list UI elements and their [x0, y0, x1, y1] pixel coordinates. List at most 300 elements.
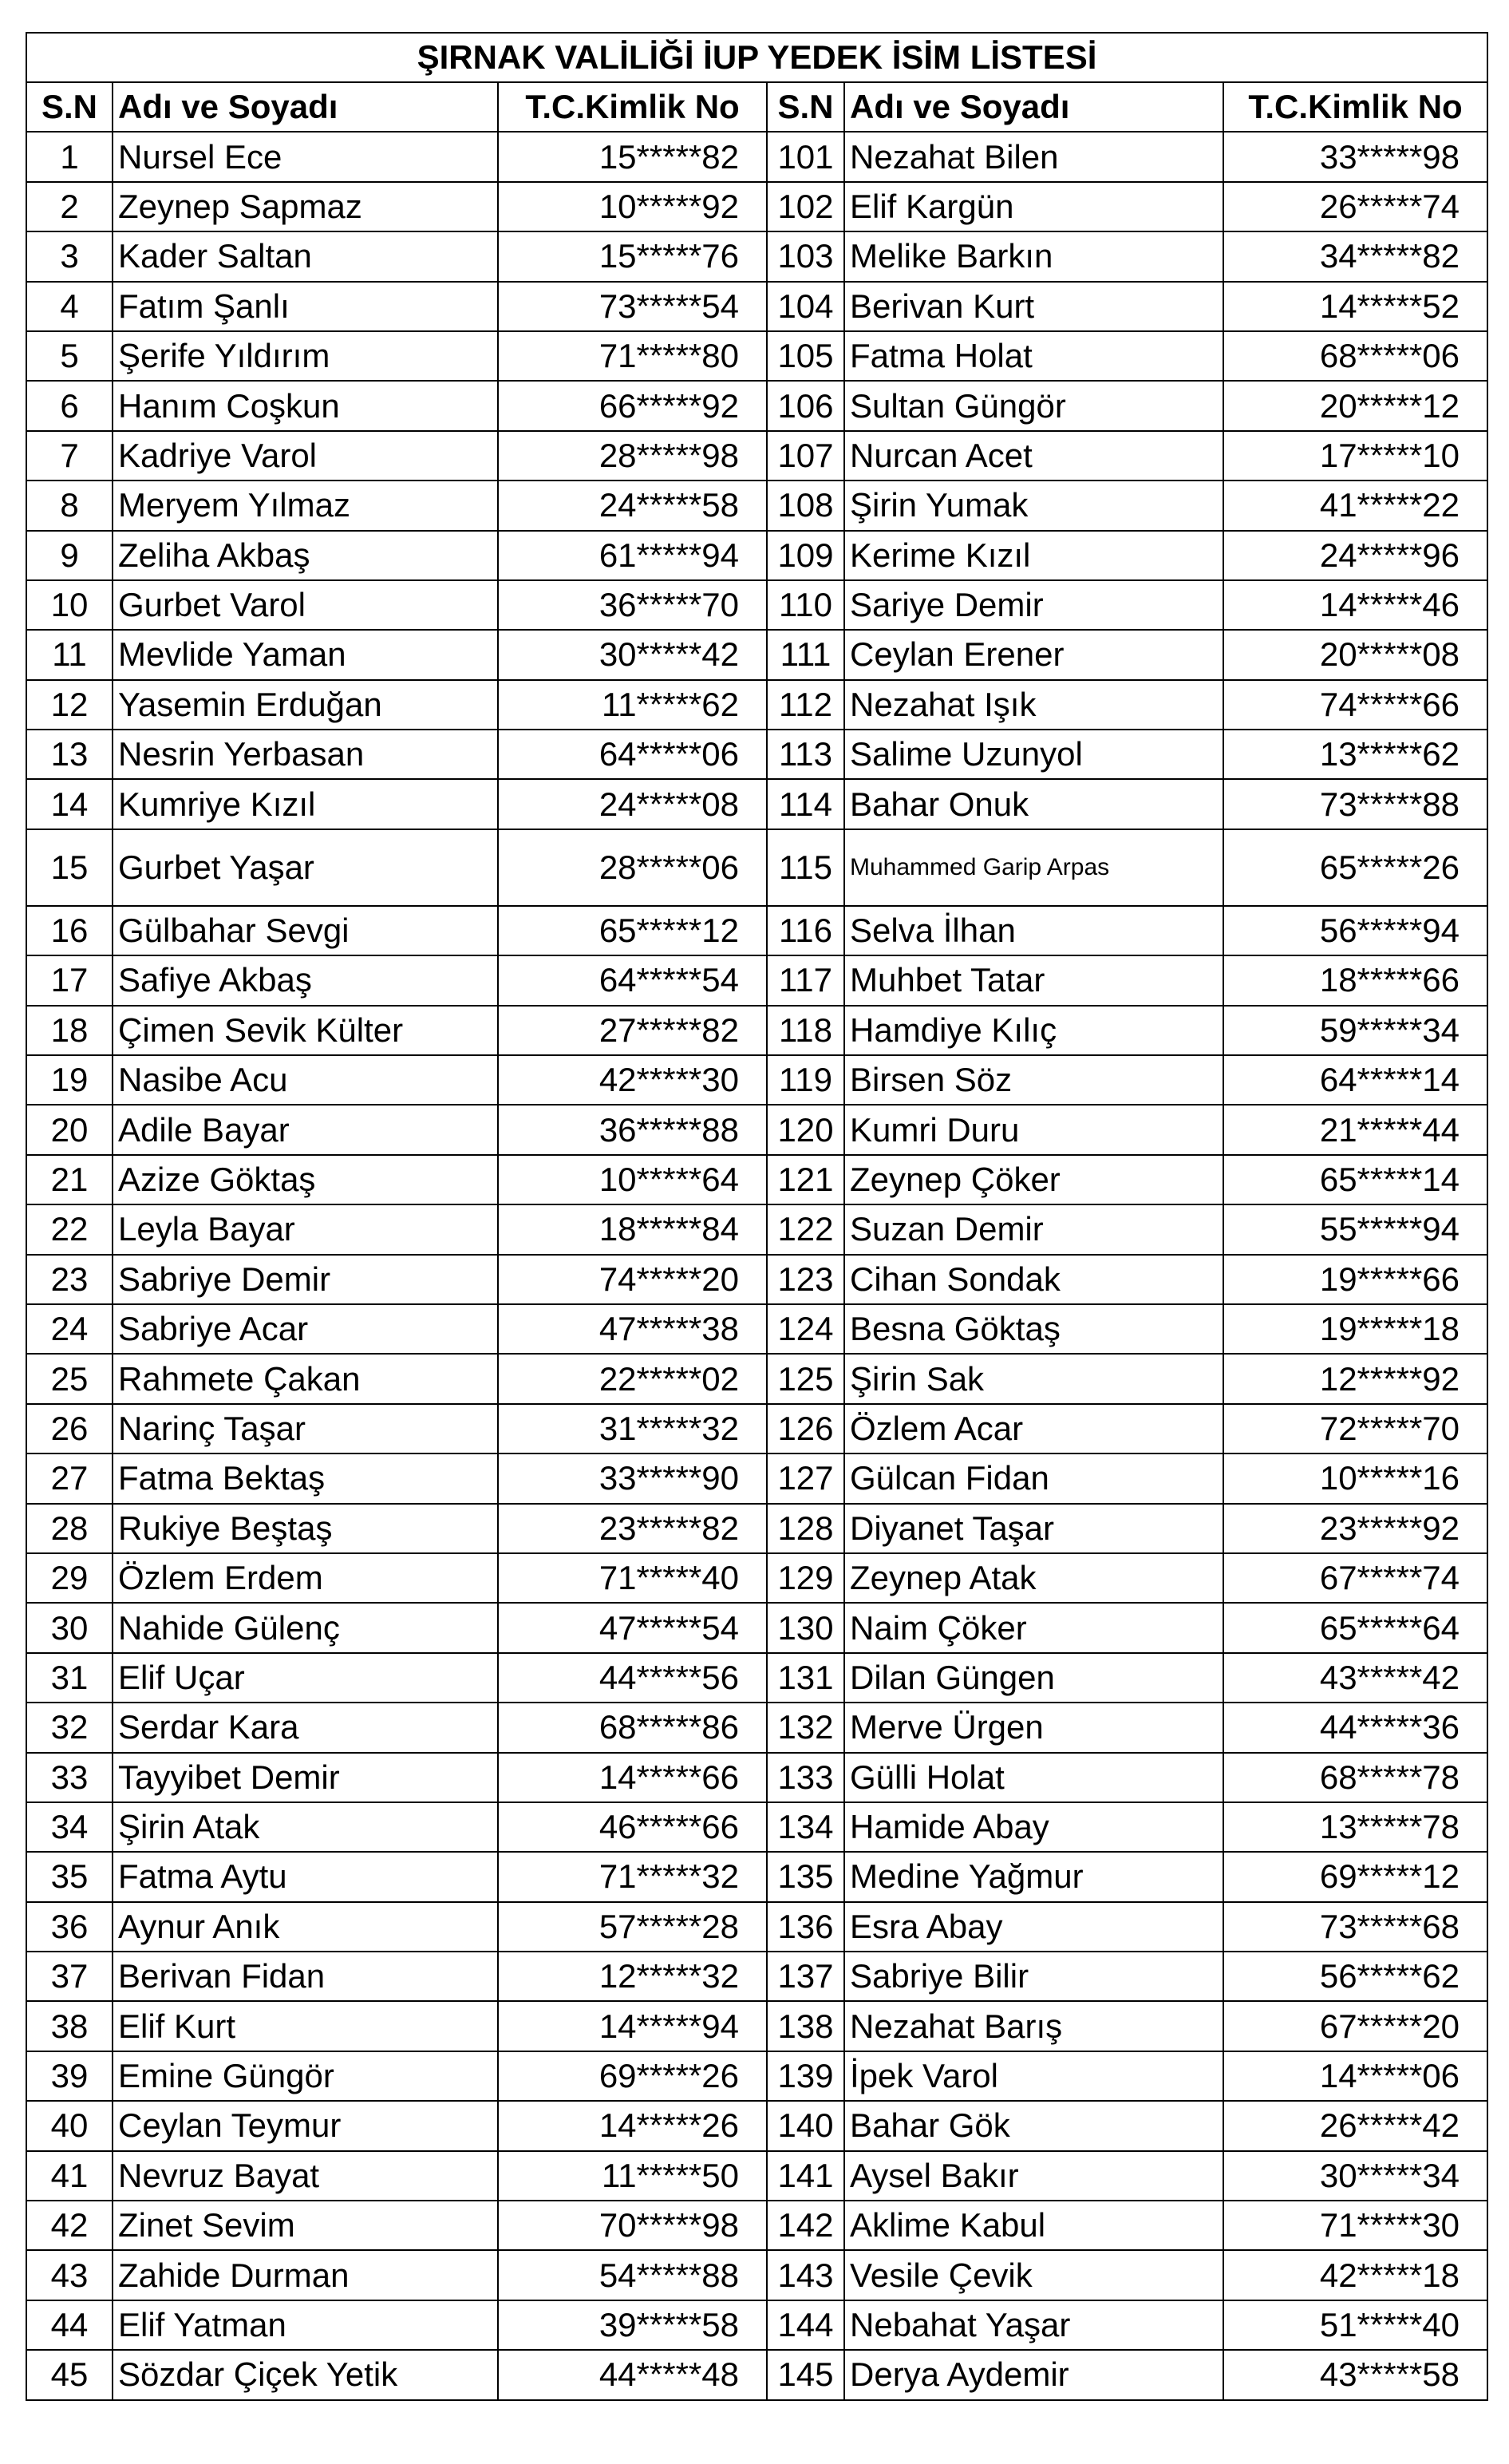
table-row [26, 906, 1487, 955]
table-row [26, 531, 1487, 580]
tc-id-number: 64*****54 [498, 955, 767, 1005]
tc-id-number: 54*****88 [498, 2250, 767, 2300]
row-number: 109 [767, 531, 844, 580]
row-number: 141 [767, 2151, 844, 2201]
table-row [26, 730, 1487, 779]
person-name: Fatma Holat [844, 331, 1223, 381]
tc-id-number: 47*****54 [498, 1603, 767, 1652]
person-name: Ceylan Erener [844, 630, 1223, 679]
person-name: Bahar Gök [844, 2101, 1223, 2150]
table-row [26, 431, 1487, 481]
table-row [26, 1802, 1487, 1852]
row-number: 31 [26, 1653, 113, 1703]
row-number: 137 [767, 1952, 844, 2001]
row-number: 108 [767, 481, 844, 530]
row-number: 7 [26, 431, 113, 481]
tc-id-number: 14*****26 [498, 2101, 767, 2150]
table-row [26, 1155, 1487, 1204]
tc-id-number: 24*****08 [498, 779, 767, 829]
tc-id-number: 14*****66 [498, 1753, 767, 1802]
row-number: 121 [767, 1155, 844, 1204]
tc-id-number: 11*****50 [498, 2151, 767, 2201]
table-row [26, 1453, 1487, 1503]
tc-id-number: 47*****38 [498, 1304, 767, 1354]
row-number: 134 [767, 1802, 844, 1852]
tc-id-number: 17*****10 [1223, 431, 1487, 481]
person-name: Gülbahar Sevgi [113, 906, 498, 955]
person-name: Aynur Anık [113, 1902, 498, 1952]
row-number: 14 [26, 779, 113, 829]
tc-id-number: 14*****46 [1223, 580, 1487, 630]
tc-id-number: 44*****48 [498, 2350, 767, 2399]
row-number: 111 [767, 630, 844, 679]
person-name: Elif Uçar [113, 1653, 498, 1703]
row-number: 110 [767, 580, 844, 630]
row-number: 6 [26, 381, 113, 430]
row-number: 104 [767, 282, 844, 331]
table-row [26, 1952, 1487, 2001]
table-row [26, 1204, 1487, 1254]
tc-id-number: 56*****62 [1223, 1952, 1487, 2001]
person-name: Suzan Demir [844, 1204, 1223, 1254]
row-number: 117 [767, 955, 844, 1005]
tc-id-number: 72*****70 [1223, 1404, 1487, 1453]
row-number: 21 [26, 1155, 113, 1204]
person-name: Aklime Kabul [844, 2201, 1223, 2250]
row-number: 41 [26, 2151, 113, 2201]
person-name: Fatma Aytu [113, 1852, 498, 1901]
person-name: Berivan Fidan [113, 1952, 498, 2001]
tc-id-number: 68*****06 [1223, 331, 1487, 381]
row-number: 17 [26, 955, 113, 1005]
row-number: 28 [26, 1504, 113, 1553]
person-name: Nasibe Acu [113, 1055, 498, 1105]
row-number: 18 [26, 1006, 113, 1055]
row-number: 24 [26, 1304, 113, 1354]
tc-id-number: 67*****74 [1223, 1553, 1487, 1603]
row-number: 136 [767, 1902, 844, 1952]
row-number: 105 [767, 331, 844, 381]
tc-id-number: 28*****06 [498, 829, 767, 906]
row-number: 140 [767, 2101, 844, 2150]
person-name: Mevlide Yaman [113, 630, 498, 679]
table-row [26, 2051, 1487, 2101]
table-row [26, 1006, 1487, 1055]
tc-id-number: 11*****62 [498, 680, 767, 730]
row-number: 129 [767, 1553, 844, 1603]
tc-id-number: 61*****94 [498, 531, 767, 580]
page-title: ŞIRNAK VALİLİĞİ İUP YEDEK İSİM LİSTESİ [26, 33, 1487, 82]
row-number: 15 [26, 829, 113, 906]
row-number: 10 [26, 580, 113, 630]
row-number: 43 [26, 2250, 113, 2300]
person-name: Azize Göktaş [113, 1155, 498, 1204]
person-name: Zeynep Sapmaz [113, 182, 498, 231]
row-number: 120 [767, 1105, 844, 1154]
person-name: Emine Güngör [113, 2051, 498, 2101]
person-name: Nezahat Barış [844, 2001, 1223, 2051]
row-number: 5 [26, 331, 113, 381]
tc-id-number: 69*****26 [498, 2051, 767, 2101]
person-name: Cihan Sondak [844, 1255, 1223, 1304]
row-number: 115 [767, 829, 844, 906]
tc-id-number: 12*****92 [1223, 1354, 1487, 1403]
name-list-table [26, 32, 1488, 2401]
person-name: Diyanet Taşar [844, 1504, 1223, 1553]
tc-id-number: 20*****12 [1223, 381, 1487, 430]
tc-id-number: 12*****32 [498, 1952, 767, 2001]
person-name: Nevruz Bayat [113, 2151, 498, 2201]
tc-id-number: 10*****16 [1223, 1453, 1487, 1503]
row-number: 107 [767, 431, 844, 481]
table-row [26, 381, 1487, 430]
row-number: 9 [26, 531, 113, 580]
table-row [26, 481, 1487, 530]
row-number: 131 [767, 1653, 844, 1703]
person-name: Melike Barkın [844, 231, 1223, 281]
tc-id-number: 21*****44 [1223, 1105, 1487, 1154]
person-name: Zeynep Atak [844, 1553, 1223, 1603]
person-name: Muhbet Tatar [844, 955, 1223, 1005]
person-name: Naim Çöker [844, 1603, 1223, 1652]
table-row [26, 2201, 1487, 2250]
person-name: Vesile Çevik [844, 2250, 1223, 2300]
tc-id-number: 23*****92 [1223, 1504, 1487, 1553]
tc-id-number: 41*****22 [1223, 481, 1487, 530]
row-number: 33 [26, 1753, 113, 1802]
person-name: Rukiye Beştaş [113, 1504, 498, 1553]
row-number: 35 [26, 1852, 113, 1901]
column-header-sn: S.N [26, 82, 113, 132]
person-name: Fatma Bektaş [113, 1453, 498, 1503]
tc-id-number: 15*****82 [498, 132, 767, 181]
person-name: Özlem Erdem [113, 1553, 498, 1603]
tc-id-number: 57*****28 [498, 1902, 767, 1952]
column-header-name: Adı ve Soyadı [113, 82, 498, 132]
tc-id-number: 19*****66 [1223, 1255, 1487, 1304]
tc-id-number: 33*****90 [498, 1453, 767, 1503]
tc-id-number: 64*****14 [1223, 1055, 1487, 1105]
table-row [26, 2151, 1487, 2201]
row-number: 103 [767, 231, 844, 281]
tc-id-number: 30*****42 [498, 630, 767, 679]
person-name: Zinet Sevim [113, 2201, 498, 2250]
tc-id-number: 73*****54 [498, 282, 767, 331]
row-number: 144 [767, 2300, 844, 2350]
person-name: Yasemin Erduğan [113, 680, 498, 730]
tc-id-number: 31*****32 [498, 1404, 767, 1453]
person-name: Hanım Coşkun [113, 381, 498, 430]
person-name: Kader Saltan [113, 231, 498, 281]
row-number: 124 [767, 1304, 844, 1354]
person-name: Şirin Sak [844, 1354, 1223, 1403]
row-number: 44 [26, 2300, 113, 2350]
table-row [26, 680, 1487, 730]
person-name: Çimen Sevik Külter [113, 1006, 498, 1055]
person-name: Kerime Kızıl [844, 531, 1223, 580]
table-row [26, 231, 1487, 281]
table-row [26, 1354, 1487, 1403]
table-row [26, 1852, 1487, 1901]
tc-id-number: 43*****42 [1223, 1653, 1487, 1703]
person-name: Hamide Abay [844, 1802, 1223, 1852]
person-name: Gurbet Yaşar [113, 829, 498, 906]
tc-id-number: 13*****78 [1223, 1802, 1487, 1852]
tc-id-number: 71*****80 [498, 331, 767, 381]
person-name: Sabriye Demir [113, 1255, 498, 1304]
tc-id-number: 33*****98 [1223, 132, 1487, 181]
person-name: Sözdar Çiçek Yetik [113, 2350, 498, 2399]
person-name: Sariye Demir [844, 580, 1223, 630]
person-name: Salime Uzunyol [844, 730, 1223, 779]
tc-id-number: 42*****30 [498, 1055, 767, 1105]
row-number: 106 [767, 381, 844, 430]
person-name: Dilan Güngen [844, 1653, 1223, 1703]
person-name: Hamdiye Kılıç [844, 1006, 1223, 1055]
person-name: Şirin Yumak [844, 481, 1223, 530]
row-number: 135 [767, 1852, 844, 1901]
row-number: 132 [767, 1703, 844, 1752]
table-row [26, 282, 1487, 331]
row-number: 142 [767, 2201, 844, 2250]
table-row [26, 779, 1487, 829]
tc-id-number: 68*****78 [1223, 1753, 1487, 1802]
tc-id-number: 70*****98 [498, 2201, 767, 2250]
tc-id-number: 13*****62 [1223, 730, 1487, 779]
table-row [26, 1703, 1487, 1752]
row-number: 20 [26, 1105, 113, 1154]
tc-id-number: 65*****64 [1223, 1603, 1487, 1652]
table-row [26, 1105, 1487, 1154]
person-name: Medine Yağmur [844, 1852, 1223, 1901]
row-number: 126 [767, 1404, 844, 1453]
row-number: 130 [767, 1603, 844, 1652]
row-number: 2 [26, 182, 113, 231]
tc-id-number: 56*****94 [1223, 906, 1487, 955]
person-name: Kumri Duru [844, 1105, 1223, 1154]
table-row [26, 2250, 1487, 2300]
tc-id-number: 74*****20 [498, 1255, 767, 1304]
person-name: Besna Göktaş [844, 1304, 1223, 1354]
row-number: 38 [26, 2001, 113, 2051]
row-number: 101 [767, 132, 844, 181]
row-number: 34 [26, 1802, 113, 1852]
table-row [26, 1504, 1487, 1553]
row-number: 3 [26, 231, 113, 281]
column-header-sn: S.N [767, 82, 844, 132]
person-name: Sultan Güngör [844, 381, 1223, 430]
tc-id-number: 73*****68 [1223, 1902, 1487, 1952]
tc-id-number: 68*****86 [498, 1703, 767, 1752]
person-name: Zeynep Çöker [844, 1155, 1223, 1204]
row-number: 123 [767, 1255, 844, 1304]
person-name: Nesrin Yerbasan [113, 730, 498, 779]
table-row [26, 1553, 1487, 1603]
row-number: 102 [767, 182, 844, 231]
row-number: 127 [767, 1453, 844, 1503]
person-name: Serdar Kara [113, 1703, 498, 1752]
tc-id-number: 46*****66 [498, 1802, 767, 1852]
row-number: 40 [26, 2101, 113, 2150]
row-number: 19 [26, 1055, 113, 1105]
tc-id-number: 59*****34 [1223, 1006, 1487, 1055]
table-row [26, 182, 1487, 231]
person-name: Nahide Gülenç [113, 1603, 498, 1652]
tc-id-number: 39*****58 [498, 2300, 767, 2350]
tc-id-number: 14*****52 [1223, 282, 1487, 331]
person-name: Berivan Kurt [844, 282, 1223, 331]
person-name: Elif Kurt [113, 2001, 498, 2051]
row-number: 13 [26, 730, 113, 779]
person-name: Şerife Yıldırım [113, 331, 498, 381]
person-name: Bahar Onuk [844, 779, 1223, 829]
person-name: Şirin Atak [113, 1802, 498, 1852]
table-row [26, 1603, 1487, 1652]
table-row [26, 1404, 1487, 1453]
person-name: Adile Bayar [113, 1105, 498, 1154]
tc-id-number: 74*****66 [1223, 680, 1487, 730]
row-number: 145 [767, 2350, 844, 2399]
tc-id-number: 18*****84 [498, 1204, 767, 1254]
table-row [26, 2350, 1487, 2399]
row-number: 11 [26, 630, 113, 679]
tc-id-number: 23*****82 [498, 1504, 767, 1553]
column-header-id: T.C.Kimlik No [1223, 82, 1487, 132]
row-number: 112 [767, 680, 844, 730]
row-number: 36 [26, 1902, 113, 1952]
table-row [26, 955, 1487, 1005]
tc-id-number: 10*****64 [498, 1155, 767, 1204]
tc-id-number: 43*****58 [1223, 2350, 1487, 2399]
table-row [26, 1055, 1487, 1105]
row-number: 1 [26, 132, 113, 181]
table-row [26, 1255, 1487, 1304]
person-name: Gülcan Fidan [844, 1453, 1223, 1503]
table-row [26, 829, 1487, 906]
person-name: Elif Kargün [844, 182, 1223, 231]
row-number: 26 [26, 1404, 113, 1453]
column-header-id: T.C.Kimlik No [498, 82, 767, 132]
tc-id-number: 24*****96 [1223, 531, 1487, 580]
tc-id-number: 71*****30 [1223, 2201, 1487, 2250]
row-number: 133 [767, 1753, 844, 1802]
tc-id-number: 73*****88 [1223, 779, 1487, 829]
table-row [26, 2101, 1487, 2150]
row-number: 23 [26, 1255, 113, 1304]
column-header-name: Adı ve Soyadı [844, 82, 1223, 132]
row-number: 8 [26, 481, 113, 530]
person-name: Nezahat Işık [844, 680, 1223, 730]
row-number: 30 [26, 1603, 113, 1652]
tc-id-number: 65*****12 [498, 906, 767, 955]
tc-id-number: 22*****02 [498, 1354, 767, 1403]
tc-id-number: 64*****06 [498, 730, 767, 779]
person-name: Leyla Bayar [113, 1204, 498, 1254]
tc-id-number: 14*****06 [1223, 2051, 1487, 2101]
row-number: 119 [767, 1055, 844, 1105]
person-name: Nurcan Acet [844, 431, 1223, 481]
person-name: Birsen Söz [844, 1055, 1223, 1105]
table-row [26, 1653, 1487, 1703]
tc-id-number: 19*****18 [1223, 1304, 1487, 1354]
row-number: 37 [26, 1952, 113, 2001]
row-number: 45 [26, 2350, 113, 2399]
tc-id-number: 18*****66 [1223, 955, 1487, 1005]
tc-id-number: 51*****40 [1223, 2300, 1487, 2350]
table-row [26, 1753, 1487, 1802]
person-name: Muhammed Garip Arpas [844, 829, 1223, 906]
table-row [26, 132, 1487, 181]
row-number: 128 [767, 1504, 844, 1553]
tc-id-number: 10*****92 [498, 182, 767, 231]
tc-id-number: 65*****14 [1223, 1155, 1487, 1204]
tc-id-number: 26*****42 [1223, 2101, 1487, 2150]
header-row [26, 82, 1487, 132]
person-name: Meryem Yılmaz [113, 481, 498, 530]
tc-id-number: 42*****18 [1223, 2250, 1487, 2300]
person-name: Kumriye Kızıl [113, 779, 498, 829]
row-number: 138 [767, 2001, 844, 2051]
row-number: 32 [26, 1703, 113, 1752]
table-row [26, 2300, 1487, 2350]
person-name: Gurbet Varol [113, 580, 498, 630]
person-name: Kadriye Varol [113, 431, 498, 481]
person-name: Narinç Taşar [113, 1404, 498, 1453]
table-row [26, 1902, 1487, 1952]
tc-id-number: 24*****58 [498, 481, 767, 530]
table-row [26, 2001, 1487, 2051]
tc-id-number: 15*****76 [498, 231, 767, 281]
tc-id-number: 44*****56 [498, 1653, 767, 1703]
person-name: Zahide Durman [113, 2250, 498, 2300]
tc-id-number: 66*****92 [498, 381, 767, 430]
tc-id-number: 20*****08 [1223, 630, 1487, 679]
person-name: Nezahat Bilen [844, 132, 1223, 181]
person-name: Safiye Akbaş [113, 955, 498, 1005]
row-number: 116 [767, 906, 844, 955]
tc-id-number: 67*****20 [1223, 2001, 1487, 2051]
tc-id-number: 36*****70 [498, 580, 767, 630]
tc-id-number: 55*****94 [1223, 1204, 1487, 1254]
person-name: Sabriye Bilir [844, 1952, 1223, 2001]
tc-id-number: 30*****34 [1223, 2151, 1487, 2201]
person-name: Fatım Şanlı [113, 282, 498, 331]
tc-id-number: 69*****12 [1223, 1852, 1487, 1901]
row-number: 29 [26, 1553, 113, 1603]
row-number: 4 [26, 282, 113, 331]
person-name: Özlem Acar [844, 1404, 1223, 1453]
tc-id-number: 44*****36 [1223, 1703, 1487, 1752]
person-name: Zeliha Akbaş [113, 531, 498, 580]
person-name: Esra Abay [844, 1902, 1223, 1952]
person-name: Nursel Ece [113, 132, 498, 181]
row-number: 114 [767, 779, 844, 829]
row-number: 16 [26, 906, 113, 955]
person-name: Tayyibet Demir [113, 1753, 498, 1802]
row-number: 125 [767, 1354, 844, 1403]
tc-id-number: 28*****98 [498, 431, 767, 481]
tc-id-number: 34*****82 [1223, 231, 1487, 281]
person-name: Derya Aydemir [844, 2350, 1223, 2399]
row-number: 139 [767, 2051, 844, 2101]
person-name: Merve Ürgen [844, 1703, 1223, 1752]
row-number: 25 [26, 1354, 113, 1403]
row-number: 118 [767, 1006, 844, 1055]
tc-id-number: 27*****82 [498, 1006, 767, 1055]
table-row [26, 630, 1487, 679]
tc-id-number: 71*****32 [498, 1852, 767, 1901]
row-number: 122 [767, 1204, 844, 1254]
